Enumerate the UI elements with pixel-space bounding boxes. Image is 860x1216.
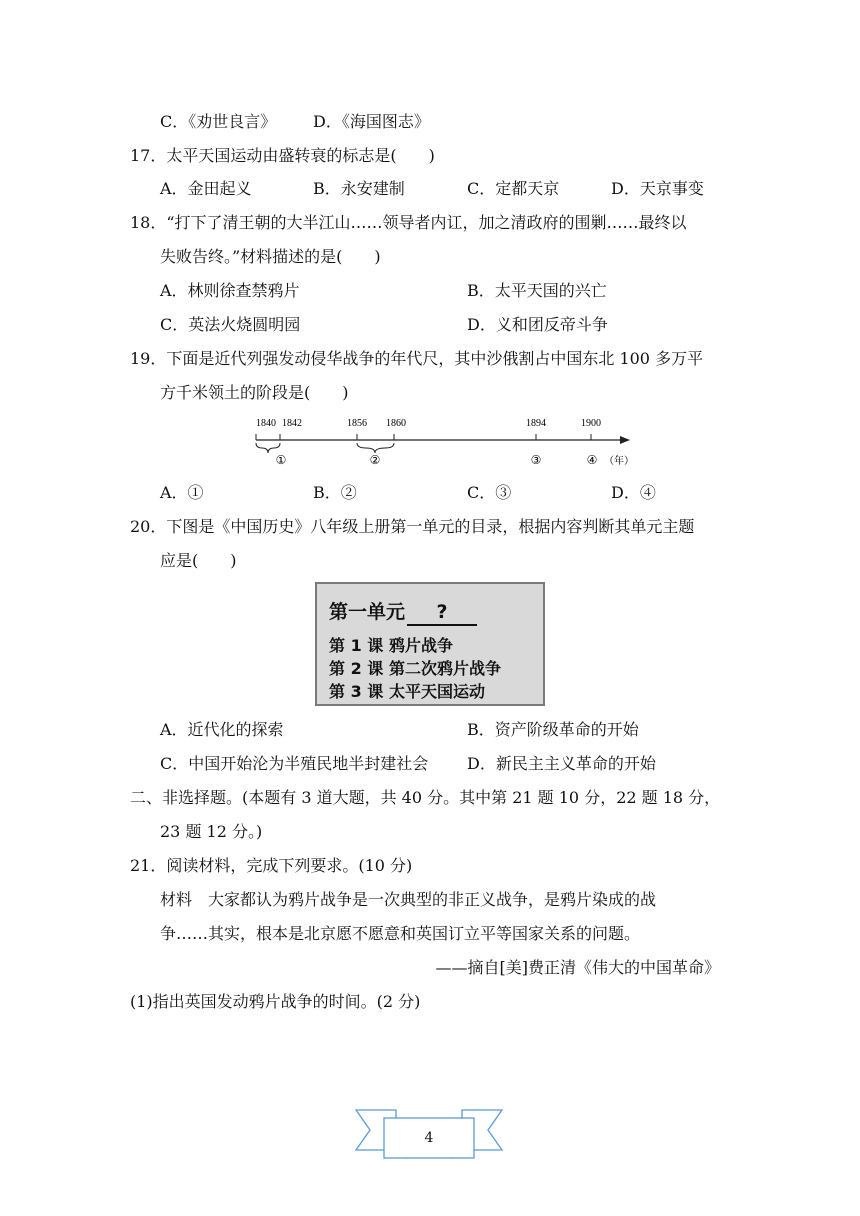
- unit-theme-blank: ?: [407, 600, 477, 626]
- year-label-1842: 1842: [282, 418, 302, 429]
- q18-option-d: D．义和团反帝斗争: [467, 315, 608, 334]
- marker-1: ①: [275, 453, 287, 467]
- year-label-1860: 1860: [386, 418, 406, 429]
- q19-option-a: A．①: [160, 483, 204, 502]
- q19-option-b: B．②: [313, 483, 357, 502]
- q21-source: ——摘自[美]费正清《伟大的中国革命》: [435, 958, 720, 977]
- marker-4: ④: [586, 453, 598, 467]
- unit-title: [329, 600, 477, 626]
- timeline-arrow: [620, 436, 630, 444]
- lesson-1: [329, 636, 453, 656]
- lesson-1-name: 鸦片战争: [389, 636, 454, 655]
- q18-option-c: C．英法火烧圆明园: [160, 315, 301, 334]
- section2-heading-line2: 23 题 12 分。): [160, 822, 263, 841]
- year-label-1894: 1894: [526, 418, 546, 429]
- q18-stem-line2: 失败告终。”材料描述的是( ): [160, 247, 381, 266]
- q16-option-c: C．《劝世良言》: [160, 112, 277, 131]
- q18-option-a: A．林则徐查禁鸦片: [160, 281, 300, 300]
- section2-heading-line1: 二、非选择题。(本题有 3 道大题，共 40 分。其中第 21 题 10 分，22 题 18 分，: [130, 788, 721, 807]
- q17-option-d: D．天京事变: [611, 179, 704, 198]
- lesson-1-number: 第 1 课: [329, 636, 384, 655]
- q17-option-a: A．金田起义: [160, 179, 252, 198]
- q17-option-c: C．定都天京: [467, 179, 560, 198]
- lesson-2-number: 第 2 课: [329, 659, 384, 678]
- lesson-3: [329, 682, 485, 702]
- q19-option-d: D．④: [611, 483, 656, 502]
- q20-stem-line1: 20．下图是《中国历史》八年级上册第一单元的目录，根据内容判断其单元主题: [130, 517, 695, 536]
- q18-stem-line1: 18．“打下了清王朝的大半江山……领导者内讧，加之清政府的围剿……最终以: [130, 213, 687, 232]
- unit-title-text: 第一单元: [329, 601, 406, 623]
- q21-stem: 21．阅读材料，完成下列要求。(10 分): [130, 856, 413, 875]
- q21-sub1: (1)指出英国发动鸦片战争的时间。(2 分): [130, 992, 421, 1011]
- q20-option-c: C．中国开始沦为半殖民地半封建社会: [160, 754, 429, 773]
- brace-1: [256, 443, 280, 453]
- lesson-2-name: 第二次鸦片战争: [389, 659, 502, 678]
- page-number: 4: [424, 1130, 434, 1146]
- year-label-1856: 1856: [347, 418, 367, 429]
- lesson-3-name: 太平天国运动: [389, 682, 486, 701]
- unit-contents-box: [315, 582, 545, 706]
- q16-option-d: D．《海国图志》: [313, 112, 430, 131]
- q21-material-line2: 争……其实，根本是北京愿不愿意和英国订立平等国家关系的问题。: [160, 924, 641, 943]
- marker-3: ③: [530, 453, 542, 467]
- q20-stem-line2: 应是( ): [160, 551, 237, 570]
- year-label-1900: 1900: [581, 418, 601, 429]
- brace-2: [357, 443, 394, 453]
- q20-option-a: A．近代化的探索: [160, 720, 284, 739]
- q21-material-line1: 材料 大家都认为鸦片战争是一次典型的非正义战争，是鸦片染成的战: [160, 890, 657, 909]
- q18-option-b: B．太平天国的兴亡: [467, 281, 607, 300]
- year-label-1840: 1840: [256, 418, 276, 429]
- q17-option-b: B．永安建制: [313, 179, 405, 198]
- lesson-3-number: 第 3 课: [329, 682, 384, 701]
- q20-option-b: B．资产阶级革命的开始: [467, 720, 639, 739]
- q19-stem-line2: 方千米领土的阶段是( ): [160, 383, 349, 402]
- q17-stem: 17．太平天国运动由盛转衰的标志是( ): [130, 146, 435, 165]
- lesson-2: [329, 659, 501, 679]
- marker-2: ②: [369, 453, 381, 467]
- year-timeline: [248, 412, 638, 472]
- q19-option-c: C．③: [467, 483, 512, 502]
- timeline-unit: （年）: [604, 456, 634, 467]
- q19-stem-line1: 19．下面是近代列强发动侵华战争的年代尺，其中沙俄割占中国东北 100 多万平: [130, 349, 704, 368]
- q20-option-d: D．新民主主义革命的开始: [467, 754, 656, 773]
